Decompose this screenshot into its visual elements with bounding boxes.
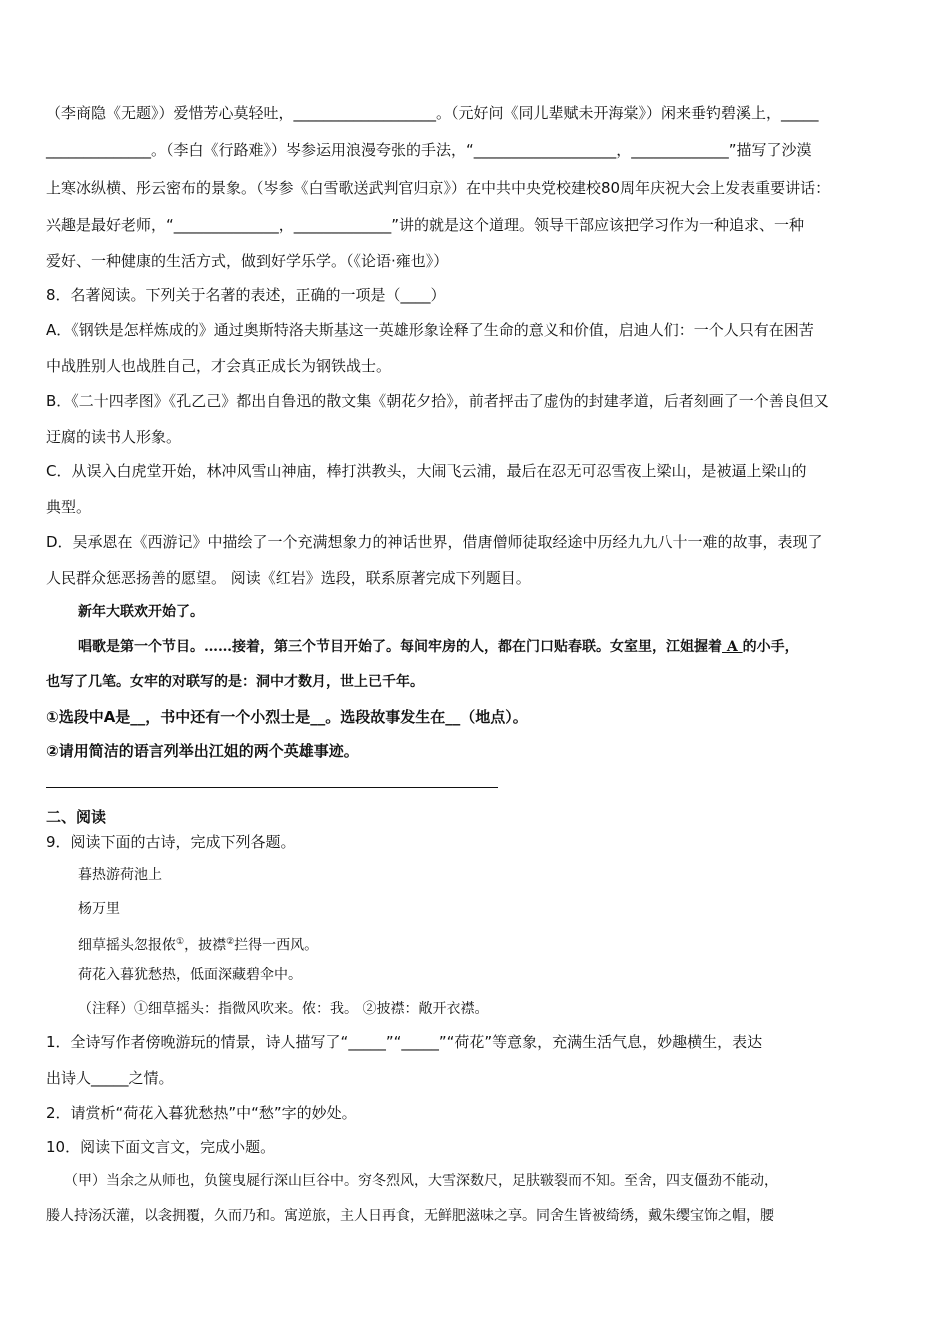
q8-option-c-line-2: 典型。 — [46, 498, 92, 516]
q8-option-b-line-1: B．《二十四孝图》《孔乙己》都出自鲁迅的散文集《朝花夕拾》，前者抨击了虚伪的封建孝道，后者刻画了一个善良但又 — [46, 392, 829, 410]
wenyan-line-1: （甲）当余之从师也，负箧曳屣行深山巨谷中。穷冬烈风，大雪深数尺，足肤皲裂而不知。至舍，四支僵劲不能动， — [64, 1173, 778, 1189]
hongyan-para-2-before: 唱歌是第一个节目。……接着，第三个节目开始了。每间牢房的人，都在门口贴春联。女室里，江姐握着 — [78, 639, 722, 655]
hongyan-para-1: 新年大联欢开始了。 — [78, 604, 204, 620]
passage-line-5: 爱好、一种健康的生活方式，做到好学乐学。（《论语·雍也》） — [46, 252, 449, 270]
passage-line-2: ______________。（李白《行路难》）岑参运用浪漫夸张的手法，“___________________，_____________”描写了沙漠 — [46, 141, 812, 159]
q9-1-line-2: 出诗人_____之情。 — [46, 1069, 174, 1087]
hongyan-para-2-after: 的小手， — [742, 639, 799, 655]
hongyan-para-2 — [78, 637, 799, 657]
q8-option-d-line-2: 人民群众惩恶扬善的愿望。 阅读《红岩》选段，联系原著完成下列题目。 — [46, 569, 531, 587]
note-marker-2: ② — [226, 937, 235, 947]
blank-a-mark: A — [722, 639, 743, 655]
section-heading-reading: 二、阅读 — [46, 808, 107, 826]
passage-line-4: 兴趣是最好老师，“______________，_____________”讲的就是这个道理。领导干部应该把学习作为一种追求、一种 — [46, 216, 805, 234]
wenyan-line-2: 媵人持汤沃灌，以衾拥覆，久而乃和。寓逆旅，主人日再食，无鲜肥滋味之享。同舍生皆被绮绣，戴朱缨宝饰之帽，腰 — [46, 1208, 774, 1224]
q10-stem: 10．阅读下面文言文，完成小题。 — [46, 1138, 276, 1156]
poem-line-1-part-b: ，披襟 — [184, 937, 227, 954]
q8-option-b-line-2: 迂腐的读书人形象。 — [46, 428, 182, 446]
q9-2: 2．请赏析“荷花入暮犹愁热”中“愁”字的妙处。 — [46, 1104, 357, 1122]
q9-1-line-1: 1．全诗写作者傍晚游玩的情景，诗人描写了“_____”“_____”“荷花”等意象，充满生活气息，妙趣横生，表达 — [46, 1033, 763, 1051]
q8-option-a-line-1: A．《钢铁是怎样炼成的》通过奥斯特洛夫斯基这一英雄形象诠释了生命的意义和价值，启迪人们：一个人只有在困苦 — [46, 321, 814, 339]
q8-option-a-line-2: 中战胜别人也战胜自己，才会真正成长为钢铁战士。 — [46, 357, 392, 375]
note-marker-1: ① — [176, 937, 185, 947]
q9-stem: 9．阅读下面的古诗，完成下列各题。 — [46, 833, 296, 851]
q8-stem: 8．名著阅读。下列关于名著的表述，正确的一项是（____） — [46, 286, 446, 304]
poem-title: 暮热游荷池上 — [78, 867, 162, 883]
answer-line — [46, 787, 498, 788]
poem-line-2: 荷花入暮犹愁热，低面深藏碧伞中。 — [78, 967, 302, 983]
q8-option-c-line-1: C．从误入白虎堂开始，林冲风雪山神庙，棒打洪教头，大闹飞云浦，最后在忍无可忍雪夜上梁山，是被逼上梁山的 — [46, 462, 807, 480]
poem-author: 杨万里 — [78, 901, 120, 917]
passage-line-3: 上寒冰纵横、彤云密布的景象。（岑参《白雪歌送武判官归京》）在中共中央党校建校80周年庆祝大会上发表重要讲话： — [46, 179, 831, 197]
poem-line-1-part-a: 细草摇头忽报侬 — [78, 937, 176, 954]
hongyan-question-2: ②请用简洁的语言列举出江姐的两个英雄事迹。 — [46, 742, 359, 760]
poem-line-1-part-c: 拦得一西风。 — [234, 937, 319, 954]
poem-line-1 — [78, 932, 318, 956]
q8-option-d-line-1: D．吴承恩在《西游记》中描绘了一个充满想象力的神话世界，借唐僧师徒取经途中历经九九八十一难的故事，表现了 — [46, 533, 823, 551]
hongyan-question-1: ①选段中A是__，书中还有一个小烈士是__。选段故事发生在__（地点）。 — [46, 708, 528, 726]
poem-annotation: （注释）①细草摇头：指微风吹来。侬：我。 ②披襟：敞开衣襟。 — [78, 1001, 489, 1017]
hongyan-para-3: 也写了几笔。女牢的对联写的是：洞中才数月，世上已千年。 — [46, 674, 424, 690]
passage-line-1: （李商隐《无题》）爱惜芳心莫轻吐，___________________。（元好问《同儿辈赋未开海棠》）闲来垂钓碧溪上，_____ — [46, 104, 819, 122]
